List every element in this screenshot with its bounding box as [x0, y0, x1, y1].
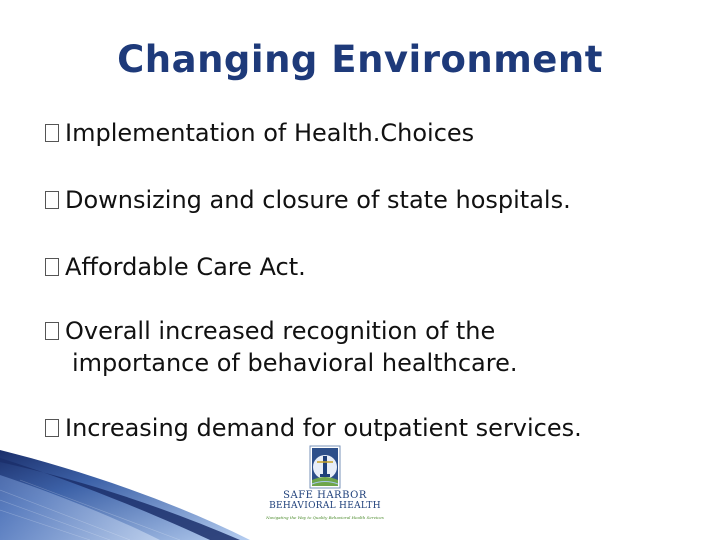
logo-name-line1: SAFE HARBOR: [283, 490, 367, 501]
slide-title: Changing Environment: [117, 38, 603, 81]
bullet-box-icon: [45, 258, 59, 276]
bullet-box-icon: [45, 191, 59, 209]
bullet-item-3: [45, 251, 705, 283]
safe-harbor-logo: [262, 444, 388, 528]
logo-tagline: Navigating the Way to Quality Behavioral Health Services: [266, 515, 384, 520]
bullet-item-4: [45, 315, 705, 379]
bullet-text: Affordable Care Act.: [65, 253, 306, 281]
bullet-text: Downsizing and closure of state hospitals.: [65, 186, 571, 214]
bullet-text: Overall increased recognition of the: [65, 317, 496, 345]
lighthouse-emblem-icon: [262, 444, 388, 492]
bullet-item-1: [45, 117, 705, 149]
bullet-box-icon: [45, 322, 59, 340]
bullet-text-continued: importance of behavioral healthcare.: [72, 349, 518, 377]
bullet-box-icon: [45, 419, 59, 437]
bullet-box-icon: [45, 124, 59, 142]
bullet-text: Increasing demand for outpatient services.: [65, 414, 582, 442]
bullet-item-2: [45, 184, 705, 216]
bullet-text: Implementation of Health.Choices: [65, 119, 475, 147]
logo-name-line2: BEHAVIORAL HEALTH: [269, 501, 381, 511]
